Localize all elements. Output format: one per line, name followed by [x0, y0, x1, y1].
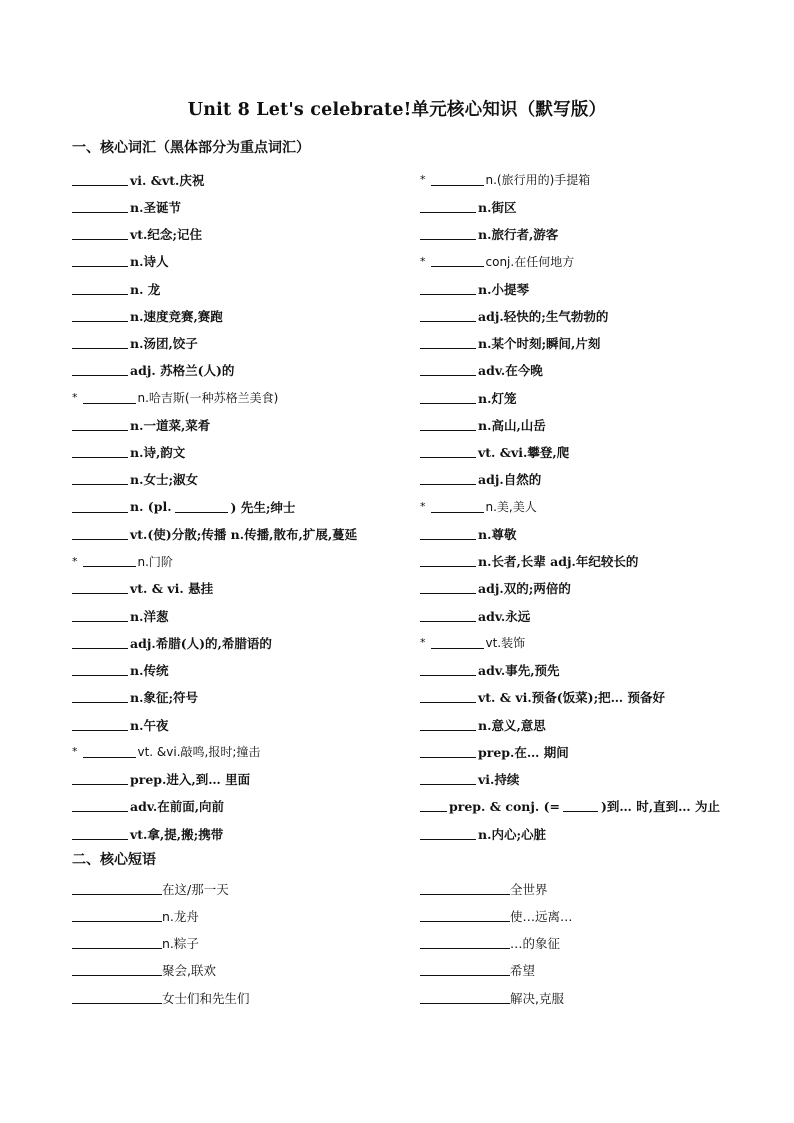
section-heading-vocabulary: 一、核心词汇（黑体部分为重点词汇）	[72, 140, 310, 156]
answer-blank[interactable]	[72, 255, 128, 267]
answer-blank[interactable]	[420, 828, 476, 840]
definition-text: n.街区	[478, 199, 517, 215]
vocab-row	[420, 738, 720, 765]
definition-text: )到… 时,直到… 为止	[601, 799, 720, 815]
answer-blank[interactable]	[420, 937, 510, 949]
answer-blank[interactable]	[420, 392, 476, 404]
answer-blank[interactable]	[420, 419, 476, 431]
vocab-row	[72, 166, 412, 193]
vocab-row	[420, 820, 720, 847]
definition-text: prep.在… 期间	[478, 744, 569, 760]
star-mark: *	[420, 500, 426, 514]
vocab-row	[420, 275, 720, 302]
vocab-list-left	[72, 166, 412, 847]
answer-blank[interactable]	[420, 337, 476, 349]
definition-text: n.高山,山岳	[478, 417, 546, 433]
definition-text: n.尊敬	[478, 526, 517, 542]
vocab-row	[420, 193, 720, 220]
answer-blank[interactable]	[72, 637, 128, 649]
definition-text: vt. &vi.攀登,爬	[478, 445, 570, 461]
answer-blank[interactable]	[72, 610, 128, 622]
definition-text: n.(旅行用的)手提箱	[485, 173, 591, 188]
phrase-meaning: 希望	[510, 963, 536, 979]
phrase-meaning: 在这/那一天	[162, 881, 229, 897]
vocab-row	[420, 575, 720, 602]
definition-text: adv.在前面,向前	[130, 799, 225, 815]
definition-text: vi.持续	[478, 772, 520, 788]
answer-blank[interactable]	[72, 664, 128, 676]
answer-blank[interactable]	[72, 691, 128, 703]
definition-text: conj.在任何地方	[485, 254, 575, 269]
vocab-row	[72, 629, 412, 656]
definition-text: prep. & conj. (=	[449, 798, 561, 814]
answer-blank[interactable]	[420, 719, 476, 731]
definition-text: adj.自然的	[478, 472, 542, 488]
vocab-row	[420, 493, 720, 520]
star-mark: *	[72, 391, 78, 405]
star-mark: *	[72, 554, 78, 568]
answer-blank[interactable]	[420, 664, 476, 676]
definition-text: n.传统	[130, 663, 169, 679]
phrase-row	[72, 957, 250, 984]
answer-blank[interactable]	[431, 501, 484, 513]
vocab-row	[72, 602, 412, 629]
vocab-row	[420, 602, 720, 629]
definition-text: n.一道菜,菜肴	[130, 417, 211, 433]
phrase-meaning: 女士们和先生们	[162, 990, 250, 1006]
answer-blank[interactable]	[72, 937, 162, 949]
phrase-list-right	[420, 875, 573, 1011]
definition-text: n.旅行者,游客	[478, 227, 559, 243]
vocab-row	[72, 275, 412, 302]
answer-blank[interactable]	[420, 992, 510, 1004]
definition-text: adj.希腊(人)的,希腊语的	[130, 635, 272, 651]
answer-blank[interactable]	[420, 746, 476, 758]
definition-text: prep.进入,到… 里面	[130, 772, 251, 788]
answer-blank[interactable]	[72, 964, 162, 976]
phrase-row	[72, 984, 250, 1011]
definition-text: n.某个时刻;瞬间,片刻	[478, 336, 601, 352]
phrase-meaning: 解决,克服	[510, 990, 564, 1006]
answer-blank[interactable]	[72, 419, 128, 431]
vocab-row	[420, 439, 720, 466]
answer-blank[interactable]	[72, 501, 128, 513]
phrase-meaning: …的象征	[510, 936, 561, 952]
answer-blank[interactable]	[83, 392, 136, 404]
phrase-row	[72, 930, 250, 957]
vocab-row	[72, 411, 412, 438]
phrase-meaning: 使…远离…	[510, 908, 573, 924]
phrase-row	[420, 902, 573, 929]
definition-text: n.洋葱	[130, 608, 169, 624]
phrase-meaning: n.粽子	[162, 936, 199, 952]
definition-text: n.小提琴	[478, 281, 529, 297]
definition-text: n.美,美人	[485, 500, 537, 515]
vocab-row	[72, 302, 412, 329]
answer-blank[interactable]	[420, 582, 476, 594]
vocab-row	[72, 575, 412, 602]
vocab-row	[420, 384, 720, 411]
answer-blank[interactable]	[431, 637, 484, 649]
definition-text: n.内心;心脏	[478, 826, 547, 842]
definition-text: n.长者,长辈 adj.年纪较长的	[478, 554, 639, 570]
vocab-row	[420, 657, 720, 684]
answer-blank[interactable]	[420, 691, 476, 703]
phrase-meaning: 全世界	[510, 881, 548, 897]
vocab-row	[420, 520, 720, 547]
answer-blank[interactable]	[420, 228, 476, 240]
definition-text: n.女士;淑女	[130, 472, 199, 488]
vocab-row	[420, 411, 720, 438]
vocab-row	[72, 548, 412, 575]
vocab-row	[72, 711, 412, 738]
vocab-row	[72, 248, 412, 275]
answer-blank[interactable]	[72, 337, 128, 349]
definition-text: n.意义,意思	[478, 717, 546, 733]
star-mark: *	[420, 254, 426, 268]
phrase-meaning: n.龙舟	[162, 908, 199, 924]
answer-blank[interactable]	[72, 719, 128, 731]
answer-blank[interactable]	[420, 446, 476, 458]
answer-blank[interactable]	[72, 473, 128, 485]
definition-text: n.哈吉斯(一种苏格兰美食)	[137, 391, 279, 406]
answer-blank[interactable]	[72, 910, 162, 922]
vocab-row	[420, 766, 720, 793]
inline-answer-blank[interactable]	[175, 501, 228, 513]
definition-text: vt. & vi.预备(饭菜);把… 预备好	[478, 690, 666, 706]
answer-blank[interactable]	[72, 228, 128, 240]
vocab-row	[420, 711, 720, 738]
answer-blank[interactable]	[420, 610, 476, 622]
inline-answer-blank[interactable]	[563, 800, 598, 812]
section-heading-phrases: 二、核心短语	[72, 852, 156, 868]
phrase-row	[420, 875, 573, 902]
vocab-row	[420, 684, 720, 711]
definition-text: adj.轻快的;生气勃勃的	[478, 308, 609, 324]
definition-text: vt.(使)分散;传播 n.传播,散布,扩展,蔓延	[130, 526, 358, 542]
vocab-row	[420, 629, 720, 656]
definition-text: vi. &vt.庆祝	[130, 172, 205, 188]
vocab-row	[72, 384, 412, 411]
definition-text: vt.纪念;记住	[130, 227, 203, 243]
vocab-row	[72, 684, 412, 711]
answer-blank[interactable]	[420, 773, 476, 785]
answer-blank[interactable]	[72, 992, 162, 1004]
definition-text: adj. 苏格兰(人)的	[130, 363, 235, 379]
answer-blank[interactable]	[72, 310, 128, 322]
star-mark: *	[420, 173, 426, 187]
answer-blank[interactable]	[420, 883, 510, 895]
page-title: Unit 8 Let's celebrate!单元核心知识（默写版）	[187, 100, 607, 120]
phrase-row	[72, 875, 250, 902]
phrase-list-left	[72, 875, 250, 1011]
phrase-row	[420, 984, 573, 1011]
vocab-row	[420, 466, 720, 493]
vocab-row	[72, 493, 412, 520]
answer-blank[interactable]	[72, 528, 128, 540]
vocab-row	[72, 221, 412, 248]
vocab-row	[420, 357, 720, 384]
definition-text: n.门阶	[137, 554, 173, 569]
phrase-row	[420, 957, 573, 984]
answer-blank[interactable]	[72, 773, 128, 785]
phrase-row	[72, 902, 250, 929]
answer-blank[interactable]	[72, 174, 128, 186]
definition-text: n.象征;符号	[130, 690, 199, 706]
answer-blank[interactable]	[83, 555, 136, 567]
answer-blank[interactable]	[72, 283, 128, 295]
answer-blank[interactable]	[420, 201, 476, 213]
definition-text: vt. &vi.敲鸣,报时;撞击	[137, 745, 261, 760]
answer-blank[interactable]	[72, 800, 128, 812]
answer-blank[interactable]	[72, 201, 128, 213]
answer-blank[interactable]	[72, 446, 128, 458]
answer-blank[interactable]	[72, 582, 128, 594]
answer-blank[interactable]	[72, 828, 128, 840]
star-mark: *	[420, 636, 426, 650]
vocab-row	[72, 766, 412, 793]
vocab-list-right	[420, 166, 720, 847]
vocab-row	[420, 221, 720, 248]
definition-text: n. (pl.	[130, 499, 172, 515]
vocab-row	[420, 248, 720, 275]
vocab-row	[72, 439, 412, 466]
vocab-row	[72, 193, 412, 220]
answer-blank[interactable]	[420, 283, 476, 295]
phrase-row	[420, 930, 573, 957]
definition-text: adv.事先,预先	[478, 663, 560, 679]
definition-text: n. 龙	[130, 281, 161, 297]
definition-text: adj.双的;两倍的	[478, 581, 571, 597]
answer-blank[interactable]	[431, 174, 484, 186]
vocab-row	[72, 520, 412, 547]
answer-blank[interactable]	[431, 255, 484, 267]
vocab-row	[72, 466, 412, 493]
vocab-row	[72, 820, 412, 847]
answer-blank[interactable]	[420, 555, 476, 567]
answer-blank[interactable]	[420, 310, 476, 322]
definition-text: n.圣诞节	[130, 199, 181, 215]
answer-blank[interactable]	[420, 964, 510, 976]
vocab-row	[420, 166, 720, 193]
answer-blank[interactable]	[72, 364, 128, 376]
answer-blank[interactable]	[420, 528, 476, 540]
vocab-row	[72, 738, 412, 765]
vocab-row	[420, 548, 720, 575]
vocab-row	[72, 657, 412, 684]
definition-text: adv.永远	[478, 608, 531, 624]
definition-text: ) 先生;绅士	[230, 499, 296, 515]
vocab-row	[72, 330, 412, 357]
vocab-row	[420, 793, 720, 820]
definition-text: vt. & vi. 悬挂	[130, 581, 214, 597]
answer-blank[interactable]	[72, 883, 162, 895]
phrase-meaning: 聚会,联欢	[162, 963, 216, 979]
answer-blank[interactable]	[420, 910, 510, 922]
vocab-row	[72, 793, 412, 820]
definition-text: n.灯笼	[478, 390, 517, 406]
vocab-row	[72, 357, 412, 384]
answer-blank[interactable]	[420, 364, 476, 376]
definition-text: n.诗,韵文	[130, 445, 186, 461]
answer-blank[interactable]	[420, 473, 476, 485]
definition-text: vt.拿,提,搬;携带	[130, 826, 224, 842]
definition-text: adv.在今晚	[478, 363, 543, 379]
definition-text: vt.装饰	[485, 636, 526, 651]
vocab-row	[420, 330, 720, 357]
star-mark: *	[72, 745, 78, 759]
definition-text: n.汤团,饺子	[130, 336, 198, 352]
definition-text: n.午夜	[130, 717, 169, 733]
vocab-row	[420, 302, 720, 329]
answer-blank[interactable]	[83, 746, 136, 758]
definition-text: n.速度竞赛,赛跑	[130, 308, 223, 324]
answer-blank[interactable]	[420, 800, 447, 812]
definition-text: n.诗人	[130, 254, 169, 270]
